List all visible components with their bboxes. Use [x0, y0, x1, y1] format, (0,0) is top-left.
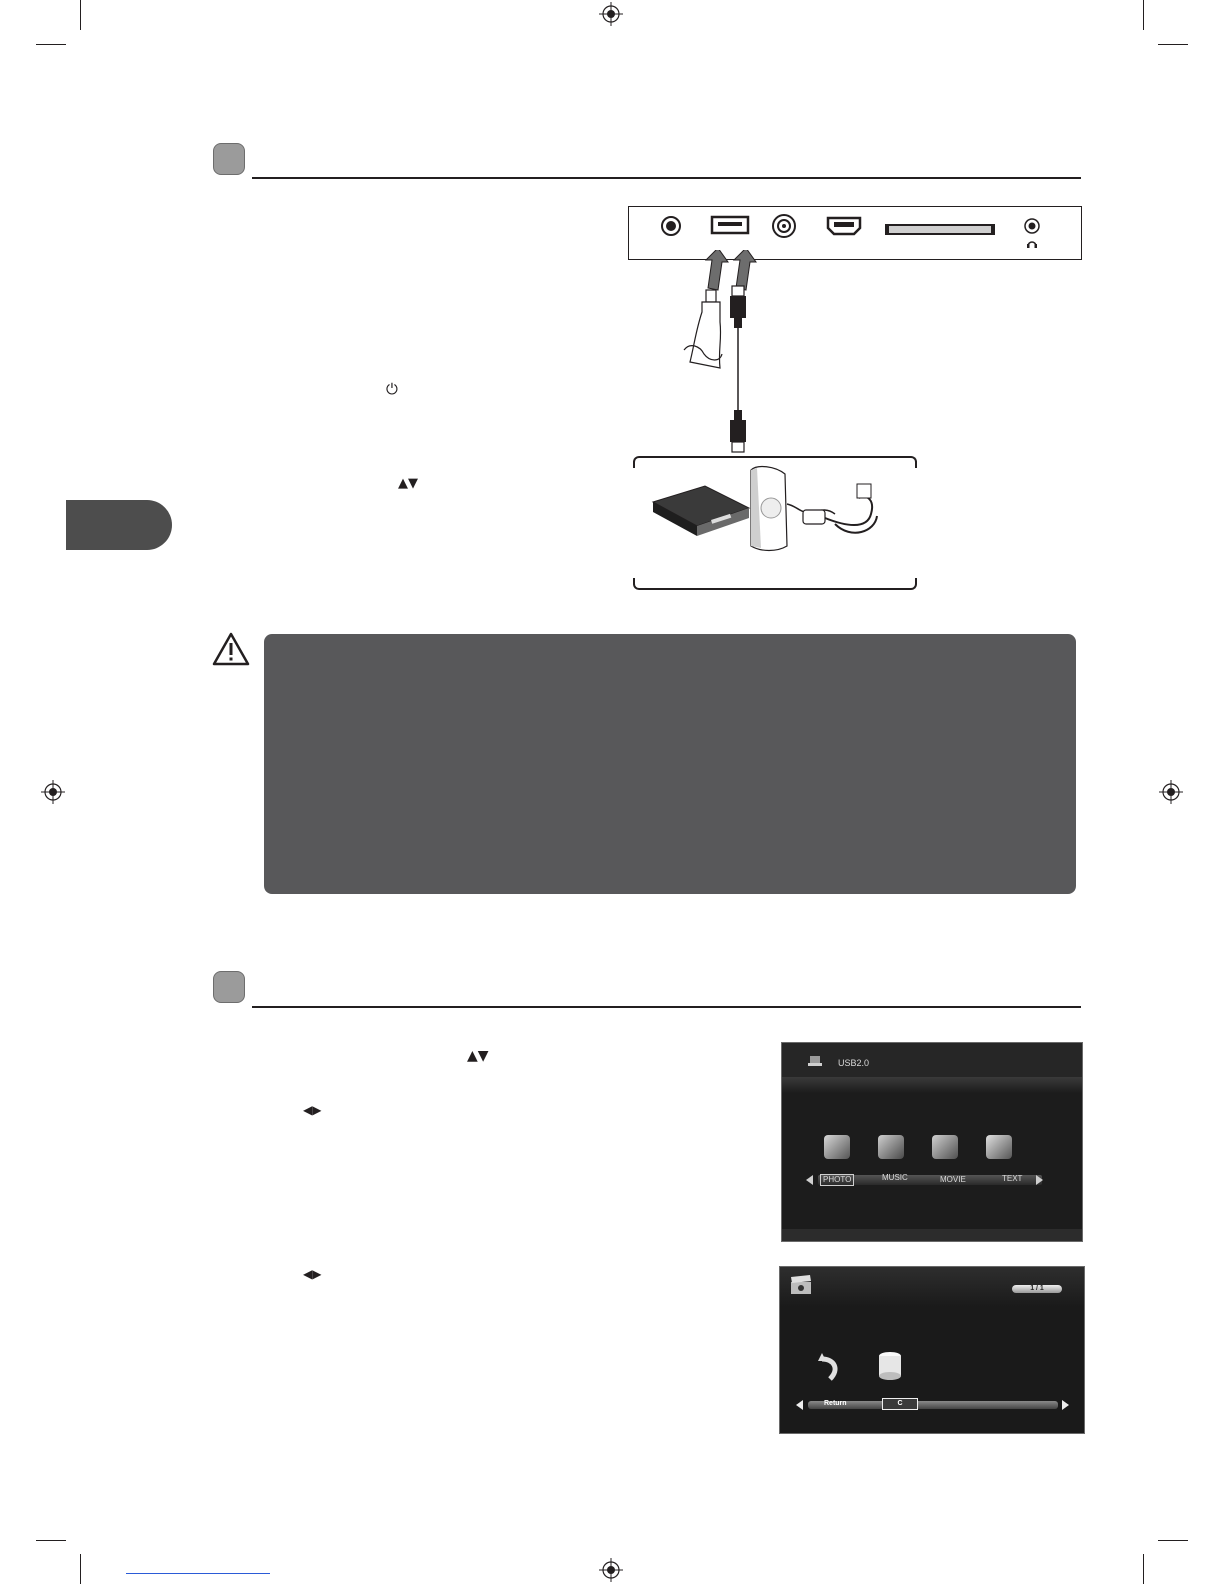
movie-icon: [790, 1275, 812, 1295]
device-label: USB2.0: [838, 1058, 870, 1068]
menu-item-movie[interactable]: MOVIE: [940, 1175, 966, 1184]
page-counter: 1 / 1: [1012, 1285, 1062, 1293]
crop-mark: [1158, 44, 1188, 45]
photo-icon[interactable]: [824, 1135, 850, 1159]
portable-hard-drive-icon: [653, 486, 749, 536]
section-rule: [252, 1006, 1081, 1008]
desktop-hard-drive-icon: [751, 467, 877, 551]
registration-mark-icon: [599, 2, 623, 26]
power-icon: ⏻: [386, 380, 398, 398]
file-browser-screenshot: [779, 1266, 1085, 1434]
up-down-arrows-icon: ▲▼: [467, 1048, 489, 1064]
left-right-arrows-icon: ◀▶: [303, 1103, 322, 1117]
menu-item-photo[interactable]: PHOTO: [820, 1174, 854, 1186]
movie-icon[interactable]: [932, 1135, 958, 1159]
crop-mark: [80, 1554, 81, 1584]
left-right-arrows-icon: ◀▶: [303, 1267, 322, 1281]
footer-link-underline: [126, 1573, 270, 1574]
usb-storage-devices: [645, 464, 905, 576]
usb-connection-illustration: [660, 250, 800, 460]
up-down-arrows-icon: ▲▼: [398, 476, 418, 491]
section-bullet: [213, 971, 245, 1003]
usb-menu-screenshot: [781, 1042, 1083, 1242]
menu-right-arrow[interactable]: [1036, 1175, 1043, 1185]
device-bracket-bottom: [633, 578, 917, 590]
registration-mark-icon: [41, 780, 65, 804]
crop-mark: [36, 1540, 66, 1541]
menu-item-music[interactable]: MUSIC: [882, 1173, 908, 1182]
item-return[interactable]: Return: [824, 1400, 847, 1407]
warning-icon: [212, 632, 250, 666]
crop-mark: [1143, 1554, 1144, 1584]
drive-c-icon[interactable]: [876, 1351, 904, 1381]
return-icon[interactable]: [816, 1349, 842, 1381]
crop-mark: [1158, 1540, 1188, 1541]
menu-header: [782, 1043, 1082, 1077]
text-icon[interactable]: [986, 1135, 1012, 1159]
section-bullet: [213, 143, 245, 175]
crop-mark: [1143, 0, 1144, 30]
caution-box: [264, 634, 1076, 894]
music-icon[interactable]: [878, 1135, 904, 1159]
menu-left-arrow[interactable]: [806, 1175, 813, 1185]
browser-right-arrow[interactable]: [1062, 1400, 1069, 1410]
item-drive-c[interactable]: C: [882, 1398, 918, 1410]
registration-mark-icon: [599, 1558, 623, 1582]
registration-mark-icon: [1159, 780, 1183, 804]
menu-item-text[interactable]: TEXT: [1002, 1174, 1023, 1183]
crop-mark: [36, 44, 66, 45]
section-rule: [252, 177, 1081, 179]
usb-device-icon: [808, 1055, 822, 1067]
crop-mark: [80, 0, 81, 30]
side-tab: [66, 500, 172, 550]
browser-left-arrow[interactable]: [796, 1400, 803, 1410]
